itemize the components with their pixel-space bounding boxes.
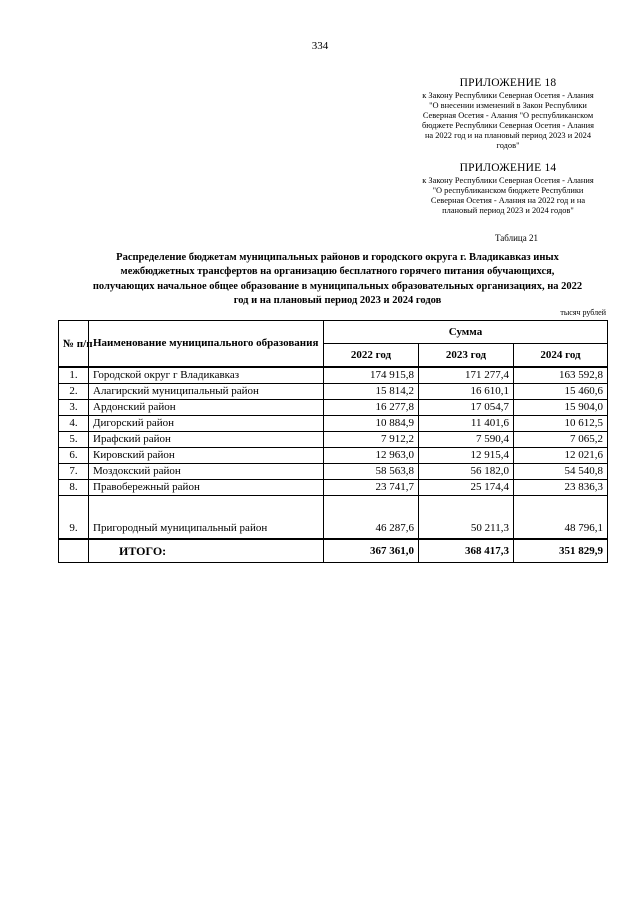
row-municipality: Алагирский муниципальный район: [89, 384, 324, 400]
row-value-2024: 48 796,1: [514, 496, 608, 540]
appendix-14-line: Северная Осетия - Алания на 2022 год и на: [430, 195, 586, 205]
row-number: 5.: [59, 432, 89, 448]
row-value-2023: 171 277,4: [419, 367, 514, 384]
row-number: 8.: [59, 480, 89, 496]
row-value-2022: 7 912,2: [324, 432, 419, 448]
row-number: 2.: [59, 384, 89, 400]
header-number: № п/п: [59, 321, 89, 368]
total-row: [59, 539, 608, 563]
appendix-14-header: [408, 162, 608, 216]
table-row: [59, 416, 608, 432]
appendix-18-line: к Закону Республики Северная Осетия - Алания: [422, 90, 594, 100]
row-value-2023: 7 590,4: [419, 432, 514, 448]
header-sum: Сумма: [324, 321, 608, 344]
row-value-2023: 12 915,4: [419, 448, 514, 464]
appendix-18-line: на 2022 год и на плановый период 2023 и 2024: [424, 131, 592, 141]
row-municipality: Дигорский район: [89, 416, 324, 432]
table-row: [59, 464, 608, 480]
row-value-2024: 12 021,6: [514, 448, 608, 464]
row-value-2022: 46 287,6: [324, 496, 419, 540]
row-number: 3.: [59, 400, 89, 416]
total-label: ИТОГО:: [89, 539, 324, 563]
unit-note: тысяч рублей: [560, 308, 606, 317]
appendix-14-line: "О республиканском бюджете Республики: [432, 185, 584, 195]
row-value-2024: 7 065,2: [514, 432, 608, 448]
total-value-2024: 351 829,9: [514, 539, 608, 563]
appendix-18-header: [408, 77, 608, 151]
row-municipality: Ирафский район: [89, 432, 324, 448]
appendix-14-title: ПРИЛОЖЕНИЕ 14: [459, 162, 557, 174]
row-municipality: Моздокский район: [89, 464, 324, 480]
table-row: [59, 480, 608, 496]
row-value-2024: 163 592,8: [514, 367, 608, 384]
header-municipality: Наименование муниципального образования: [89, 321, 324, 368]
appendix-18-line: "О внесении изменений в Закон Республики: [429, 100, 587, 110]
row-value-2022: 16 277,8: [324, 400, 419, 416]
appendix-18-line: Северная Осетия - Алания "О республиканском: [422, 110, 594, 120]
row-value-2022: 10 884,9: [324, 416, 419, 432]
appendix-14-line: к Закону Республики Северная Осетия - Алания: [422, 175, 594, 185]
row-number: 7.: [59, 464, 89, 480]
table-number: Таблица 21: [495, 233, 538, 243]
row-municipality: Правобережный район: [89, 480, 324, 496]
table-row: [59, 432, 608, 448]
row-value-2023: 16 610,1: [419, 384, 514, 400]
row-value-2022: 58 563,8: [324, 464, 419, 480]
row-value-2022: 15 814,2: [324, 384, 419, 400]
row-value-2022: 174 915,8: [324, 367, 419, 384]
page-number: 334: [311, 40, 329, 52]
row-municipality: Кировский район: [89, 448, 324, 464]
row-number: 1.: [59, 367, 89, 384]
row-value-2023: 56 182,0: [419, 464, 514, 480]
document-title-line: год и на плановый период 2023 и 2024 годов: [233, 295, 442, 307]
row-number: 6.: [59, 448, 89, 464]
table-row: [59, 496, 608, 540]
row-municipality: Пригородный муниципальный район: [89, 496, 324, 540]
header-year-2023: 2023 год: [419, 344, 514, 368]
row-value-2024: 15 904,0: [514, 400, 608, 416]
total-number-cell: [59, 539, 89, 563]
row-value-2024: 15 460,6: [514, 384, 608, 400]
appendix-18-line: годов": [496, 141, 520, 151]
appendix-18-line: бюджете Республики Северная Осетия - Алания: [421, 121, 594, 131]
appendix-18-title: ПРИЛОЖЕНИЕ 18: [459, 77, 557, 89]
row-municipality: Городской округ г Владикавказ: [89, 367, 324, 384]
row-number: 9.: [59, 496, 89, 540]
distribution-table: [58, 320, 608, 563]
document-title-line: межбюджетных трансфертов на организацию бесплатного горячего питания обучающихся,: [120, 266, 555, 278]
document-title-line: Распределение бюджетам муниципальных районов и городского округа г. Владикавказ иных: [116, 252, 559, 263]
table-row: [59, 384, 608, 400]
table-row: [59, 448, 608, 464]
header-year-2022: 2022 год: [324, 344, 419, 368]
row-value-2024: 23 836,3: [514, 480, 608, 496]
document-title-line: получающих начальное общее образование в муниципальных образовательных организациях, на 2022: [92, 280, 583, 292]
document-title: [60, 251, 615, 309]
row-value-2023: 11 401,6: [419, 416, 514, 432]
total-value-2023: 368 417,3: [419, 539, 514, 563]
row-value-2024: 54 540,8: [514, 464, 608, 480]
row-municipality: Ардонский район: [89, 400, 324, 416]
row-number: 4.: [59, 416, 89, 432]
table-row: [59, 400, 608, 416]
total-value-2022: 367 361,0: [324, 539, 419, 563]
header-year-2024: 2024 год: [514, 344, 608, 368]
row-value-2022: 23 741,7: [324, 480, 419, 496]
row-value-2023: 50 211,3: [419, 496, 514, 540]
row-value-2023: 17 054,7: [419, 400, 514, 416]
appendix-14-line: плановый период 2023 и 2024 годов": [442, 206, 574, 216]
row-value-2024: 10 612,5: [514, 416, 608, 432]
row-value-2022: 12 963,0: [324, 448, 419, 464]
row-value-2023: 25 174,4: [419, 480, 514, 496]
table-row: [59, 367, 608, 384]
